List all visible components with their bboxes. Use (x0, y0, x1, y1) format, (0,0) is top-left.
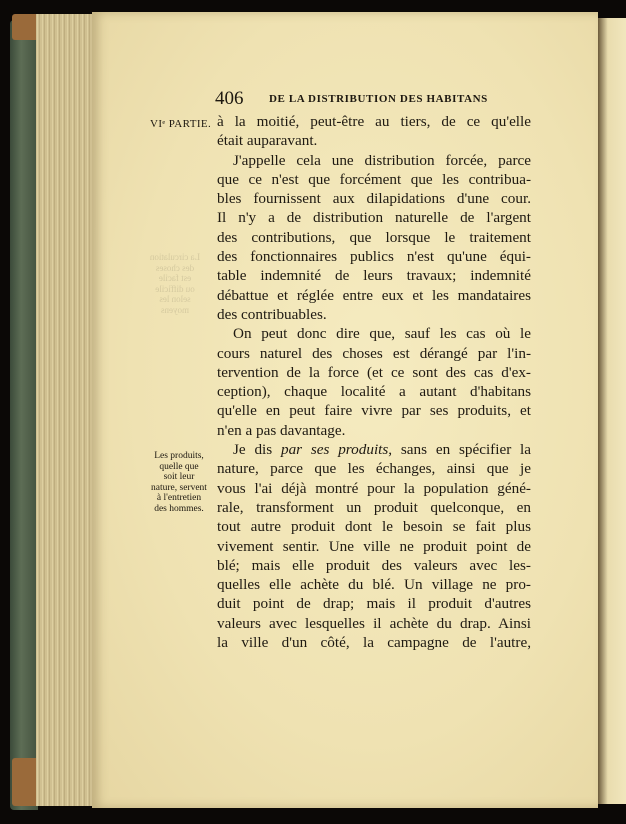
part-label: VIᵉ PARTIE. (150, 118, 212, 130)
text-line: la ville d'un côté, la campagne de l'autre, (217, 634, 531, 652)
text-line: Il n'y a de distribution naturelle de l'argent (217, 209, 531, 227)
bleed-through-line: des choses (155, 262, 195, 273)
text-line: J'appelle cela une distribution forcée, parce (233, 151, 531, 169)
text-segment: , sans en spécifier la (388, 441, 532, 459)
text-line: table indemnité de leurs travaux; indemnité (217, 267, 531, 285)
bleed-through-line: selon les (159, 294, 191, 304)
text-line: était auparavant. (217, 132, 318, 150)
margin-note-line: Les produits, (154, 451, 204, 461)
facing-page-edge (598, 18, 626, 804)
text-line: que ce n'est que forcément que les contribua- (217, 170, 531, 188)
text-line (217, 440, 531, 459)
text-line: tervention de la force (et ce sont des cas d'ex- (217, 363, 531, 381)
bleed-through-text (140, 252, 210, 315)
bleed-through-line: La circulation (149, 252, 201, 262)
text-line: des contributions, que lorsque le traitement (217, 228, 531, 246)
text-line: vous l'ai déjà montré pour la population géné- (217, 479, 531, 497)
text-segment: Je dis (233, 441, 281, 459)
margin-note-line: quelle que (159, 461, 199, 472)
text-line: nature, parce que les échanges, ainsi que je (217, 460, 531, 478)
text-line: débattue et réglée entre eux et les mandataires (217, 286, 531, 304)
margin-note-line: des hommes. (154, 503, 204, 514)
text-line: bles fournissent aux dilapidations d'une cour. (217, 190, 531, 208)
text-line: duit point de drap; mais il produit d'autres (217, 595, 531, 613)
text-line: valeurs avec lesquelles il achète du drap. Ainsi (217, 614, 531, 632)
margin-note-line: à l'entretien (156, 493, 202, 504)
text-line: quelles elle achète du blé. Un village ne pro- (217, 576, 531, 594)
bleed-through-line: est facile (158, 273, 192, 283)
text-line: On peut donc dire que, sauf les cas où le (233, 325, 531, 343)
text-line: qu'elle en peut faire vivre par ses produits, et (217, 402, 531, 420)
body-text (217, 112, 531, 652)
margin-note-line: soit leur (163, 472, 195, 483)
text-line: rale, transforment un produit quelconque, en (217, 498, 531, 516)
text-line: n'en a pas davantage. (217, 421, 346, 439)
bleed-through-line: moyens (161, 304, 189, 315)
bleed-through-line: ou difficile (155, 283, 195, 294)
text-line: des contribuables. (217, 305, 327, 323)
page-header (215, 88, 535, 112)
italic-emphasis: par ses produits (280, 441, 389, 459)
text-line: blé; mais elle produit des valeurs avec les- (217, 556, 531, 574)
running-title: DE LA DISTRIBUTION DES HABITANS (269, 93, 488, 105)
text-line: ception), chaque localité a autant d'habitans (217, 383, 531, 401)
margin-note-line: nature, servent (151, 482, 207, 493)
margin-note (146, 451, 212, 515)
book-spine (10, 20, 38, 810)
text-line: à la moitié, peut-être au tiers, de ce qu'elle (217, 113, 531, 130)
text-line: tout autre produit dont le besoin se fait plus (217, 518, 531, 536)
text-line: vivement sentir. Une ville ne produit point de (217, 537, 531, 555)
page-edges (36, 14, 96, 806)
text-line: cours naturel des choses est dérangé par l'in- (217, 344, 531, 362)
page-number: 406 (215, 88, 244, 109)
text-line: des fonctionnaires publics n'est qu'une équi- (217, 248, 531, 266)
